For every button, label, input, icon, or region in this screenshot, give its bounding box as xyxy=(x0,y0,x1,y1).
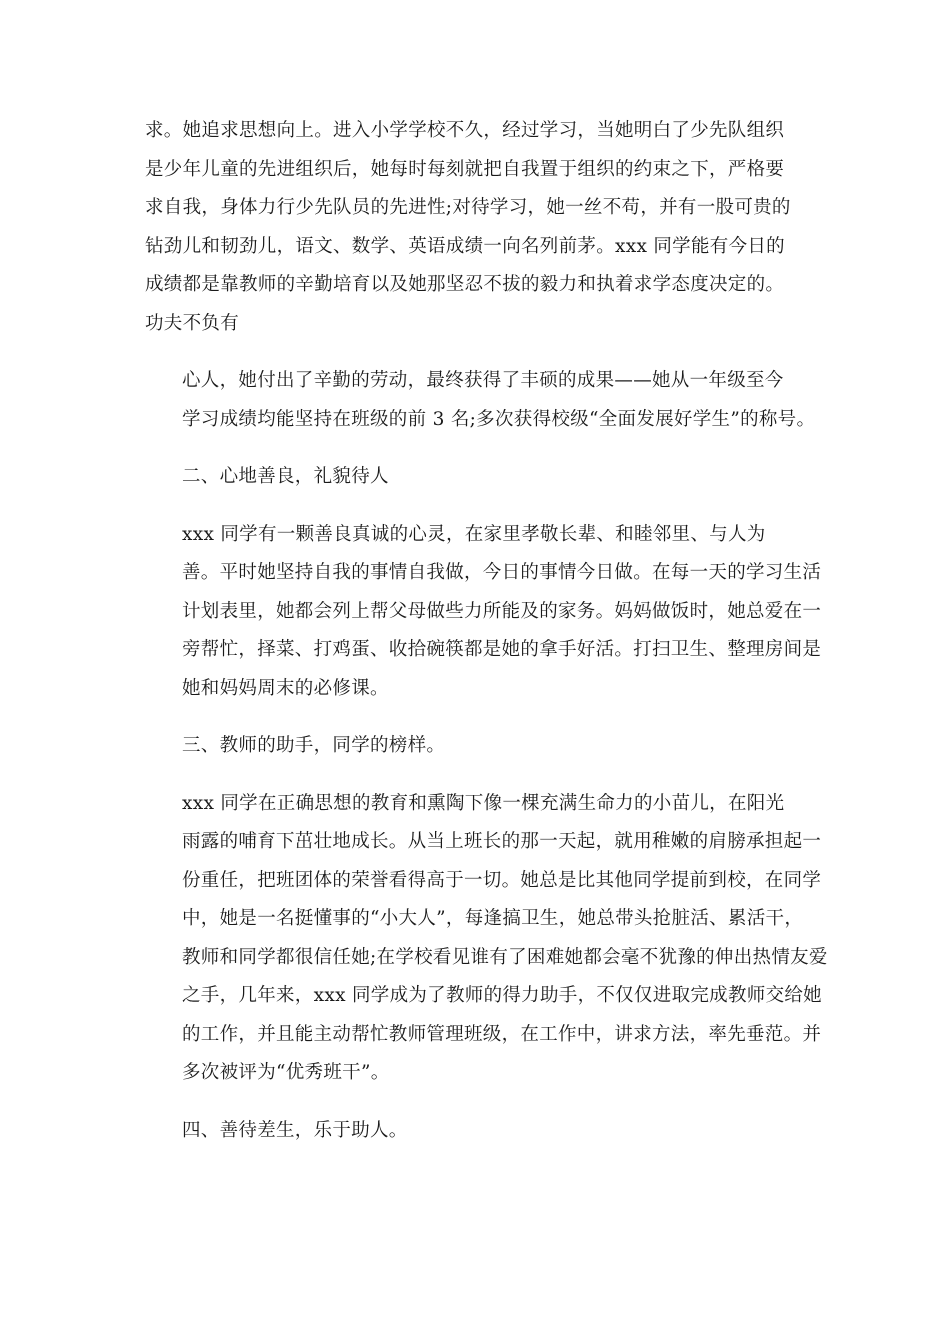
text-line: 是少年儿童的先进组织后，她每时每刻就把自我置于组织的约束之下，严格要 xyxy=(145,158,785,180)
text-line: 三、教师的助手，同学的榜样。 xyxy=(182,735,446,756)
text-line: 心人，她付出了辛勤的劳动，最终获得了丰硕的成果——她从一年级至今 xyxy=(182,370,784,391)
text-line: 二、心地善良，礼貌待人 xyxy=(182,466,389,487)
text-line: 求。她追求思想向上。进入小学学校不久，经过学习，当她明白了少先队组织 xyxy=(145,120,785,141)
text-line: 她和妈妈周末的必修课。 xyxy=(182,677,389,699)
body-paragraph xyxy=(145,785,828,1093)
text-line: 善。平时她坚持自我的事情自我做，今日的事情今日做。在每一天的学习生活 xyxy=(182,562,822,583)
text-line: 中，她是一名挺懂事的“小大人”，每逢搞卫生，她总带头抢脏活、累活干， xyxy=(182,908,804,929)
text-line: 之手，几年来，xxx 同学成为了教师的得力助手，不仅仅进取完成教师交给她 xyxy=(182,985,822,1006)
text-line: 旁帮忙，择菜、打鸡蛋、收拾碗筷都是她的拿手好活。打扫卫生、整理房间是 xyxy=(182,639,822,660)
text-line: 四、善待差生，乐于助人。 xyxy=(182,1119,408,1141)
text-line: 计划表里，她都会列上帮父母做些力所能及的家务。妈妈做饭时，她总爱在一 xyxy=(182,600,822,622)
text-line: xxx 同学有一颗善良真诚的心灵，在家里孝敬长辈、和睦邻里、与人为 xyxy=(182,523,766,545)
section-heading xyxy=(145,727,810,766)
text-line: 雨露的哺育下茁壮地成长。从当上班长的那一天起，就用稚嫩的肩膀承担起一 xyxy=(182,831,822,852)
body-paragraph xyxy=(145,112,810,343)
text-line: 功夫不负有 xyxy=(145,312,240,334)
text-line: xxx 同学在正确思想的教育和熏陶下像一棵充满生命力的小苗儿，在阳光 xyxy=(182,792,785,814)
text-line: 钻劲儿和韧劲儿，语文、数学、英语成绩一向名列前茅。xxx 同学能有今日的 xyxy=(145,235,785,257)
section-heading xyxy=(145,1112,810,1151)
text-line: 教师和同学都很信任她;在学校看见谁有了困难她都会毫不犹豫的伸出热情友爱 xyxy=(182,946,828,968)
text-line: 的工作，并且能主动帮忙教师管理班级，在工作中，讲求方法，率先垂范。并 xyxy=(182,1023,822,1045)
section-heading xyxy=(145,458,810,497)
text-line: 求自我，身体力行少先队员的先进性;对待学习，她一丝不苟，并有一股可贵的 xyxy=(145,197,791,218)
text-line: 学习成绩均能坚持在班级的前 3 名;多次获得校级“全面发展好学生”的称号。 xyxy=(182,408,816,430)
text-line: 多次被评为“优秀班干”。 xyxy=(182,1062,390,1083)
body-paragraph xyxy=(145,516,822,709)
text-line: 成绩都是靠教师的辛勤培育以及她那坚忍不拔的毅力和执着求学态度决定的。 xyxy=(145,274,785,295)
body-paragraph xyxy=(145,362,816,439)
text-line: 份重任，把班团体的荣誉看得高于一切。她总是比其他同学提前到校，在同学 xyxy=(182,869,822,891)
document-body xyxy=(145,112,828,1169)
